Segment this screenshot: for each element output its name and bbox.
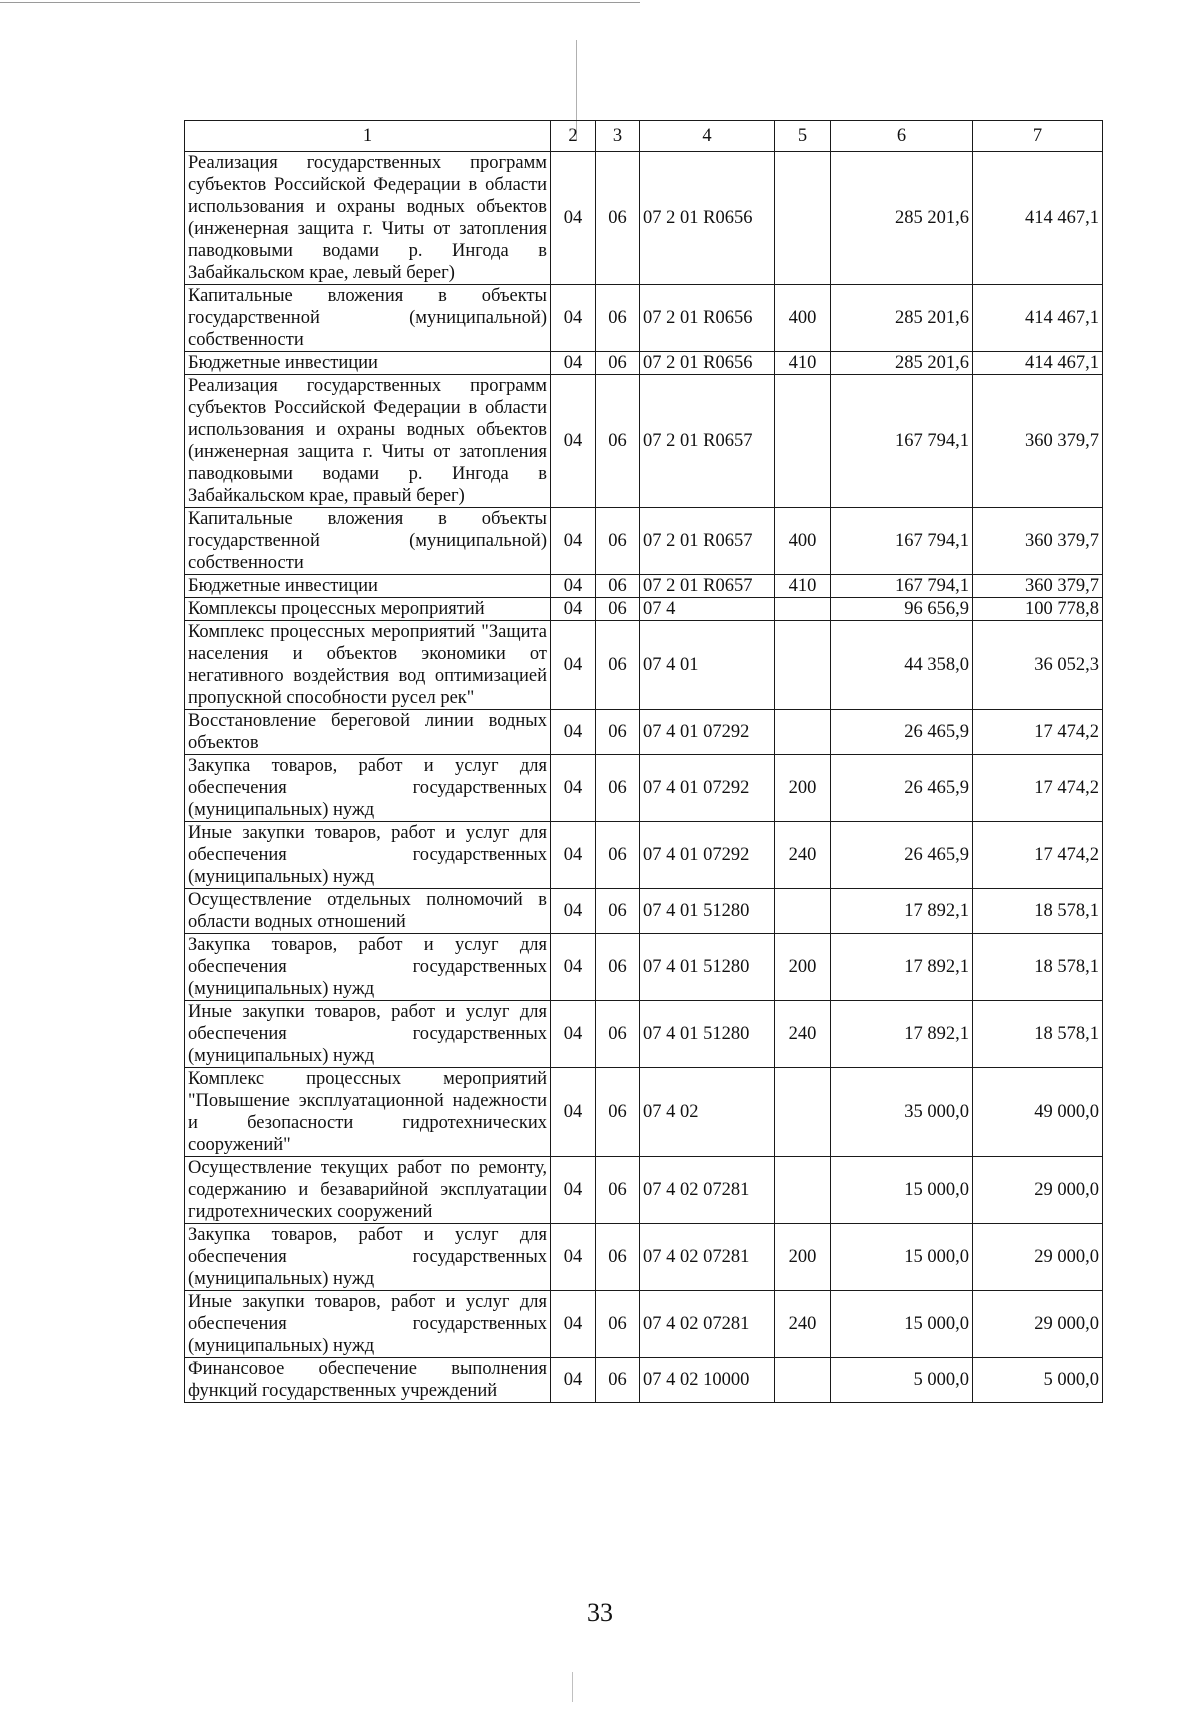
expense-type-code [775,1157,831,1224]
expense-type-code [775,152,831,285]
amount-year-2: 49 000,0 [973,1068,1103,1157]
row-name: Иные закупки товаров, работ и услуг для обеспечения государственных (муниципальных) нужд [185,822,551,889]
table-row [185,598,1103,621]
amount-year-1: 167 794,1 [831,375,973,508]
subsection-code: 06 [596,889,640,934]
header-cell-5: 5 [775,121,831,152]
expense-type-code: 240 [775,822,831,889]
header-cell-6: 6 [831,121,973,152]
amount-year-1: 15 000,0 [831,1157,973,1224]
section-code: 04 [551,1358,596,1403]
table-row [185,1291,1103,1358]
table-row [185,1068,1103,1157]
amount-year-1: 15 000,0 [831,1224,973,1291]
expense-type-code [775,710,831,755]
header-cell-4: 4 [640,121,775,152]
expense-type-code: 410 [775,575,831,598]
amount-year-1: 15 000,0 [831,1291,973,1358]
subsection-code: 06 [596,1291,640,1358]
target-article-code: 07 4 01 07292 [640,710,775,755]
table-row [185,352,1103,375]
amount-year-1: 26 465,9 [831,710,973,755]
expense-type-code [775,598,831,621]
row-name: Закупка товаров, работ и услуг для обеспечения государственных (муниципальных) нужд [185,1224,551,1291]
amount-year-2: 29 000,0 [973,1157,1103,1224]
subsection-code: 06 [596,1157,640,1224]
table-row [185,1224,1103,1291]
subsection-code: 06 [596,1068,640,1157]
amount-year-2: 29 000,0 [973,1291,1103,1358]
subsection-code: 06 [596,710,640,755]
table-body [185,121,1103,1403]
table-row [185,285,1103,352]
amount-year-1: 5 000,0 [831,1358,973,1403]
scan-edge-line [0,2,640,3]
table-row [185,508,1103,575]
expense-type-code [775,1358,831,1403]
amount-year-2: 360 379,7 [973,575,1103,598]
target-article-code: 07 4 02 [640,1068,775,1157]
row-name: Закупка товаров, работ и услуг для обеспечения государственных (муниципальных) нужд [185,934,551,1001]
header-cell-2: 2 [551,121,596,152]
subsection-code: 06 [596,1001,640,1068]
amount-year-1: 167 794,1 [831,508,973,575]
amount-year-1: 17 892,1 [831,1001,973,1068]
amount-year-1: 96 656,9 [831,598,973,621]
header-cell-1: 1 [185,121,551,152]
row-name: Комплекс процессных мероприятий "Защита населения и объектов экономики от негативного воздействия вод оптимизацией пропускной способности русел рек" [185,621,551,710]
target-article-code: 07 2 01 R0656 [640,285,775,352]
target-article-code: 07 2 01 R0657 [640,575,775,598]
amount-year-1: 285 201,6 [831,352,973,375]
row-name: Капитальные вложения в объекты государственной (муниципальной) собственности [185,508,551,575]
section-code: 04 [551,152,596,285]
target-article-code: 07 2 01 R0656 [640,352,775,375]
amount-year-1: 35 000,0 [831,1068,973,1157]
subsection-code: 06 [596,934,640,1001]
table-row [185,621,1103,710]
expense-type-code [775,621,831,710]
row-name: Закупка товаров, работ и услуг для обеспечения государственных (муниципальных) нужд [185,755,551,822]
section-code: 04 [551,575,596,598]
amount-year-1: 44 358,0 [831,621,973,710]
expense-type-code: 400 [775,508,831,575]
target-article-code: 07 4 02 07281 [640,1291,775,1358]
subsection-code: 06 [596,598,640,621]
row-name: Финансовое обеспечение выполнения функций государственных учреждений [185,1358,551,1403]
row-name: Бюджетные инвестиции [185,352,551,375]
table-row [185,755,1103,822]
expense-type-code: 200 [775,1224,831,1291]
row-name: Осуществление отдельных полномочий в области водных отношений [185,889,551,934]
scan-fold-mark-bottom [572,1672,573,1702]
expense-type-code: 240 [775,1001,831,1068]
table-row [185,575,1103,598]
section-code: 04 [551,352,596,375]
row-name: Осуществление текущих работ по ремонту, содержанию и безаварийной эксплуатации гидротехнических сооружений [185,1157,551,1224]
target-article-code: 07 4 01 51280 [640,934,775,1001]
amount-year-2: 18 578,1 [973,889,1103,934]
row-name: Восстановление береговой линии водных объектов [185,710,551,755]
table-row [185,1001,1103,1068]
subsection-code: 06 [596,1358,640,1403]
target-article-code: 07 2 01 R0657 [640,508,775,575]
amount-year-1: 17 892,1 [831,934,973,1001]
row-name: Комплексы процессных мероприятий [185,598,551,621]
header-cell-3: 3 [596,121,640,152]
table-row [185,375,1103,508]
target-article-code: 07 4 01 51280 [640,1001,775,1068]
expense-type-code: 240 [775,1291,831,1358]
section-code: 04 [551,1068,596,1157]
table-row [185,889,1103,934]
target-article-code: 07 4 01 [640,621,775,710]
amount-year-1: 17 892,1 [831,889,973,934]
subsection-code: 06 [596,375,640,508]
section-code: 04 [551,822,596,889]
target-article-code: 07 2 01 R0656 [640,152,775,285]
amount-year-1: 285 201,6 [831,285,973,352]
section-code: 04 [551,375,596,508]
target-article-code: 07 4 02 10000 [640,1358,775,1403]
table-row [185,1358,1103,1403]
target-article-code: 07 2 01 R0657 [640,375,775,508]
amount-year-2: 360 379,7 [973,508,1103,575]
amount-year-1: 285 201,6 [831,152,973,285]
section-code: 04 [551,1291,596,1358]
row-name: Реализация государственных программ субъектов Российской Федерации в области использования и охраны водных объектов (инженерная защита г. Читы от затопления паводковыми водами р. Ингода в Забайкальском крае, правый берег) [185,375,551,508]
subsection-code: 06 [596,508,640,575]
row-name: Комплекс процессных мероприятий "Повышение эксплуатационной надежности и безопасности гидротехнических сооружений" [185,1068,551,1157]
expense-type-code [775,375,831,508]
subsection-code: 06 [596,285,640,352]
target-article-code: 07 4 [640,598,775,621]
expense-type-code [775,889,831,934]
target-article-code: 07 4 01 07292 [640,755,775,822]
expense-type-code: 400 [775,285,831,352]
amount-year-2: 414 467,1 [973,285,1103,352]
amount-year-2: 5 000,0 [973,1358,1103,1403]
amount-year-2: 18 578,1 [973,1001,1103,1068]
budget-table [184,120,1103,1403]
table-row [185,822,1103,889]
section-code: 04 [551,508,596,575]
amount-year-2: 414 467,1 [973,352,1103,375]
section-code: 04 [551,710,596,755]
amount-year-2: 17 474,2 [973,755,1103,822]
row-name: Бюджетные инвестиции [185,575,551,598]
subsection-code: 06 [596,1224,640,1291]
section-code: 04 [551,755,596,822]
section-code: 04 [551,934,596,1001]
table-row [185,1157,1103,1224]
amount-year-2: 29 000,0 [973,1224,1103,1291]
subsection-code: 06 [596,352,640,375]
section-code: 04 [551,889,596,934]
target-article-code: 07 4 01 51280 [640,889,775,934]
row-name: Капитальные вложения в объекты государственной (муниципальной) собственности [185,285,551,352]
table-row [185,934,1103,1001]
amount-year-1: 26 465,9 [831,755,973,822]
page-number: 33 [587,1598,613,1627]
header-row [185,121,1103,152]
section-code: 04 [551,598,596,621]
subsection-code: 06 [596,575,640,598]
row-name: Реализация государственных программ субъектов Российской Федерации в области использования и охраны водных объектов (инженерная защита г. Читы от затопления паводковыми водами р. Ингода в Забайкальском крае, левый берег) [185,152,551,285]
target-article-code: 07 4 01 07292 [640,822,775,889]
subsection-code: 06 [596,755,640,822]
amount-year-2: 17 474,2 [973,822,1103,889]
section-code: 04 [551,285,596,352]
amount-year-2: 360 379,7 [973,375,1103,508]
amount-year-2: 17 474,2 [973,710,1103,755]
section-code: 04 [551,1157,596,1224]
target-article-code: 07 4 02 07281 [640,1224,775,1291]
section-code: 04 [551,1224,596,1291]
expense-type-code: 200 [775,755,831,822]
expense-type-code: 200 [775,934,831,1001]
amount-year-2: 414 467,1 [973,152,1103,285]
amount-year-1: 167 794,1 [831,575,973,598]
subsection-code: 06 [596,822,640,889]
expense-type-code [775,1068,831,1157]
subsection-code: 06 [596,152,640,285]
amount-year-1: 26 465,9 [831,822,973,889]
table-row [185,710,1103,755]
amount-year-2: 100 778,8 [973,598,1103,621]
subsection-code: 06 [596,621,640,710]
row-name: Иные закупки товаров, работ и услуг для обеспечения государственных (муниципальных) нужд [185,1001,551,1068]
amount-year-2: 18 578,1 [973,934,1103,1001]
expense-type-code: 410 [775,352,831,375]
target-article-code: 07 4 02 07281 [640,1157,775,1224]
table-row [185,152,1103,285]
section-code: 04 [551,1001,596,1068]
row-name: Иные закупки товаров, работ и услуг для обеспечения государственных (муниципальных) нужд [185,1291,551,1358]
section-code: 04 [551,621,596,710]
amount-year-2: 36 052,3 [973,621,1103,710]
header-cell-7: 7 [973,121,1103,152]
